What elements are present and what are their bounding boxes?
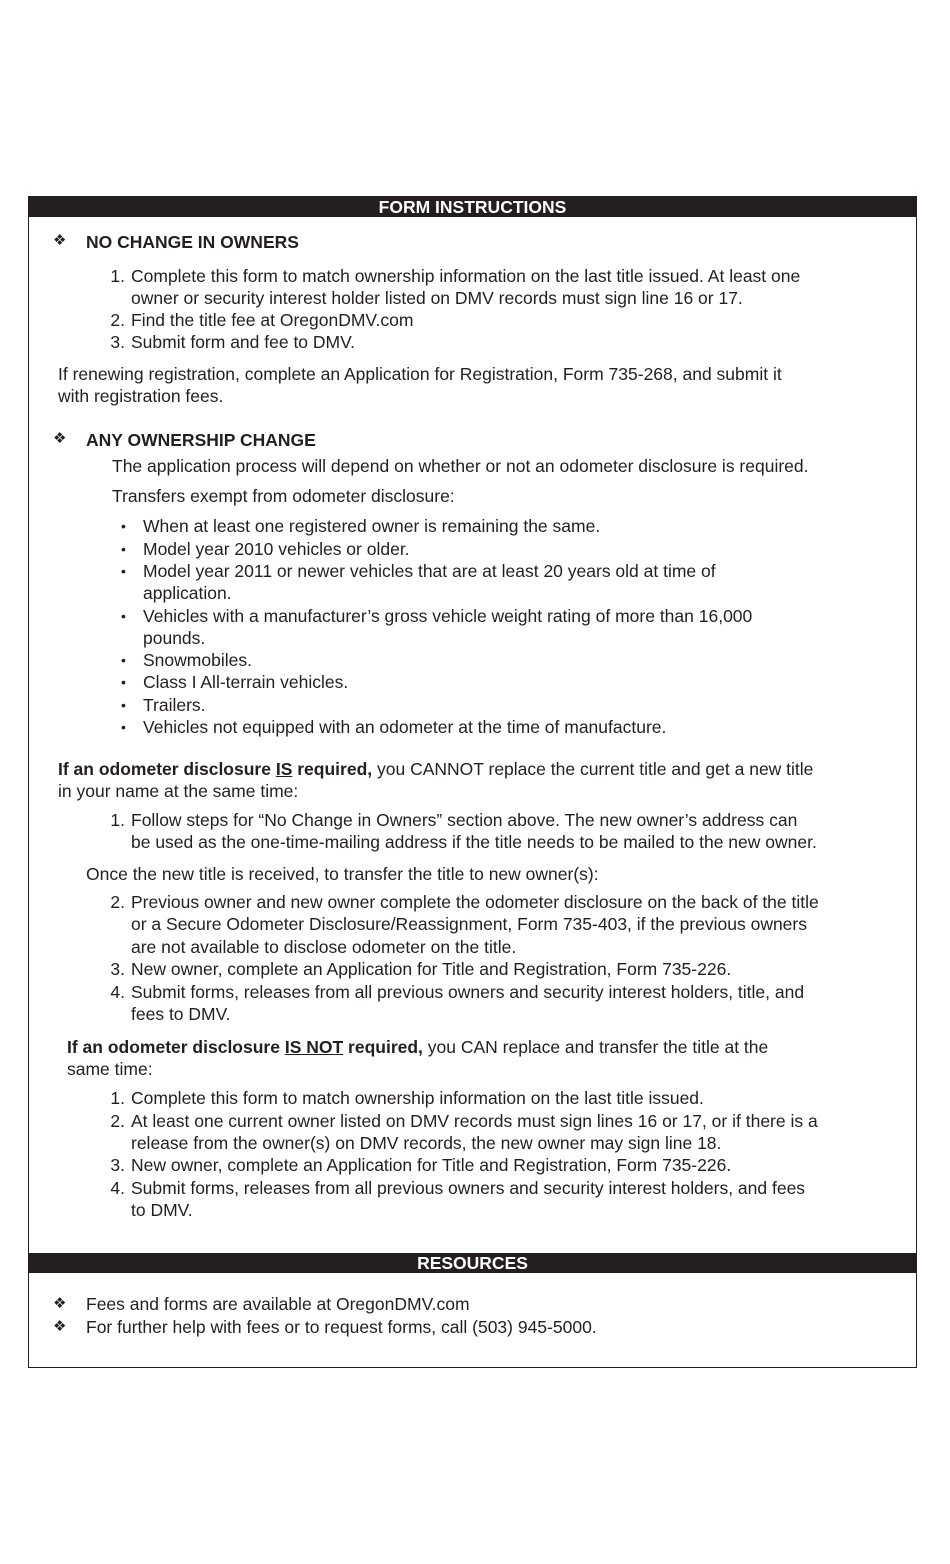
no-change-heading: NO CHANGE IN OWNERS	[86, 232, 299, 252]
exempt-item: Model year 2010 vehicles or older.	[143, 539, 410, 559]
step-text: Submit forms, releases from all previous owners and security interest holders, and fees	[131, 1178, 806, 1198]
diamond-bullet-icon: ❖	[53, 1295, 67, 1312]
resources-header: RESOURCES	[29, 1253, 916, 1273]
diamond-bullet-icon: ❖	[53, 232, 67, 249]
step-text: fees to DMV.	[131, 1004, 231, 1024]
step-text: Previous owner and new owner complete the odometer disclosure on the back of the title	[131, 892, 819, 912]
exempt-item: Model year 2011 or newer vehicles that are at least 20 years old at time of	[143, 561, 716, 581]
step-number: 1.	[110, 266, 125, 286]
step-number: 1.	[110, 1088, 125, 1108]
exempt-item: Snowmobiles.	[143, 650, 252, 670]
bullet-icon: •	[121, 563, 126, 579]
step-text: Submit form and fee to DMV.	[131, 332, 356, 352]
is-required-rest: you CANNOT replace the current title and get a new title	[372, 759, 814, 779]
is-not-required-paragraph	[67, 1036, 768, 1058]
step-number: 4.	[110, 1178, 125, 1198]
exempt-item: When at least one registered owner is remaining the same.	[143, 516, 601, 536]
bullet-icon: •	[121, 719, 126, 735]
step-text: New owner, complete an Application for Title and Registration, Form 735-226.	[131, 1155, 732, 1175]
step-text: release from the owner(s) on DMV records, the new owner may sign line 18.	[131, 1133, 722, 1153]
diamond-bullet-icon: ❖	[53, 430, 67, 447]
is-not-required-line2: same time:	[67, 1059, 153, 1079]
resource-item: For further help with fees or to request forms, call (503) 945-5000.	[86, 1317, 597, 1337]
exempt-intro: Transfers exempt from odometer disclosure:	[112, 486, 455, 506]
step-text: Follow steps for “No Change in Owners” section above. The new owner’s address can	[131, 810, 798, 830]
bullet-icon: •	[121, 518, 126, 534]
step-text: or a Secure Odometer Disclosure/Reassignment, Form 735-403, if the previous owners	[131, 914, 807, 934]
exempt-item: Class I All-terrain vehicles.	[143, 672, 349, 692]
exempt-item: application.	[143, 583, 232, 603]
once-received-text: Once the new title is received, to transfer the title to new owner(s):	[86, 864, 599, 884]
is-required-emphasis: IS	[275, 759, 293, 779]
exempt-item: Trailers.	[143, 695, 206, 715]
step-number: 3.	[110, 1155, 125, 1175]
bullet-icon: •	[121, 652, 126, 668]
is-not-required-lead: If an odometer disclosure	[67, 1037, 285, 1057]
is-required-line2: in your name at the same time:	[58, 781, 299, 801]
exempt-item: Vehicles with a manufacturer’s gross vehicle weight rating of more than 16,000	[143, 606, 753, 626]
is-not-required-rest: you CAN replace and transfer the title at the	[422, 1037, 769, 1057]
bullet-icon: •	[121, 608, 126, 624]
step-number: 3.	[110, 959, 125, 979]
diamond-bullet-icon: ❖	[53, 1318, 67, 1335]
resource-item: Fees and forms are available at OregonDMV.com	[86, 1294, 470, 1314]
renewal-note: with registration fees.	[58, 386, 224, 406]
form-instructions-box	[28, 196, 917, 1368]
step-text: to DMV.	[131, 1200, 193, 1220]
renewal-note: If renewing registration, complete an Application for Registration, Form 735-268, and submit it	[58, 364, 782, 384]
step-text: Find the title fee at OregonDMV.com	[131, 310, 414, 330]
bullet-icon: •	[121, 674, 126, 690]
exempt-item: pounds.	[143, 628, 206, 648]
step-number: 3.	[110, 332, 125, 352]
any-change-intro: The application process will depend on whether or not an odometer disclosure is required.	[112, 456, 809, 476]
step-text: Submit forms, releases from all previous owners and security interest holders, title, and	[131, 982, 805, 1002]
step-text: be used as the one-time-mailing address if the title needs to be mailed to the new owner.	[131, 832, 817, 852]
is-required-tail: required,	[292, 759, 373, 779]
step-text: are not available to disclose odometer on the title.	[131, 937, 517, 957]
step-text: owner or security interest holder listed on DMV records must sign line 16 or 17.	[131, 288, 743, 308]
step-number: 2.	[110, 310, 125, 330]
is-required-paragraph	[58, 758, 813, 780]
step-number: 4.	[110, 982, 125, 1002]
step-text: Complete this form to match ownership information on the last title issued. At least one	[131, 266, 801, 286]
bullet-icon: •	[121, 697, 126, 713]
bullet-icon: •	[121, 541, 126, 557]
is-not-required-emphasis: IS NOT	[284, 1037, 344, 1057]
form-instructions-header: FORM INSTRUCTIONS	[29, 197, 916, 217]
step-text: New owner, complete an Application for Title and Registration, Form 735-226.	[131, 959, 732, 979]
is-not-required-tail: required,	[343, 1037, 423, 1057]
is-required-lead: If an odometer disclosure	[58, 759, 276, 779]
step-number: 1.	[110, 810, 125, 830]
exempt-item: Vehicles not equipped with an odometer at the time of manufacture.	[143, 717, 667, 737]
any-change-heading: ANY OWNERSHIP CHANGE	[86, 430, 316, 450]
step-number: 2.	[110, 1111, 125, 1131]
step-number: 2.	[110, 892, 125, 912]
step-text: At least one current owner listed on DMV records must sign lines 16 or 17, or if there is a	[131, 1111, 818, 1131]
step-text: Complete this form to match ownership information on the last title issued.	[131, 1088, 704, 1108]
